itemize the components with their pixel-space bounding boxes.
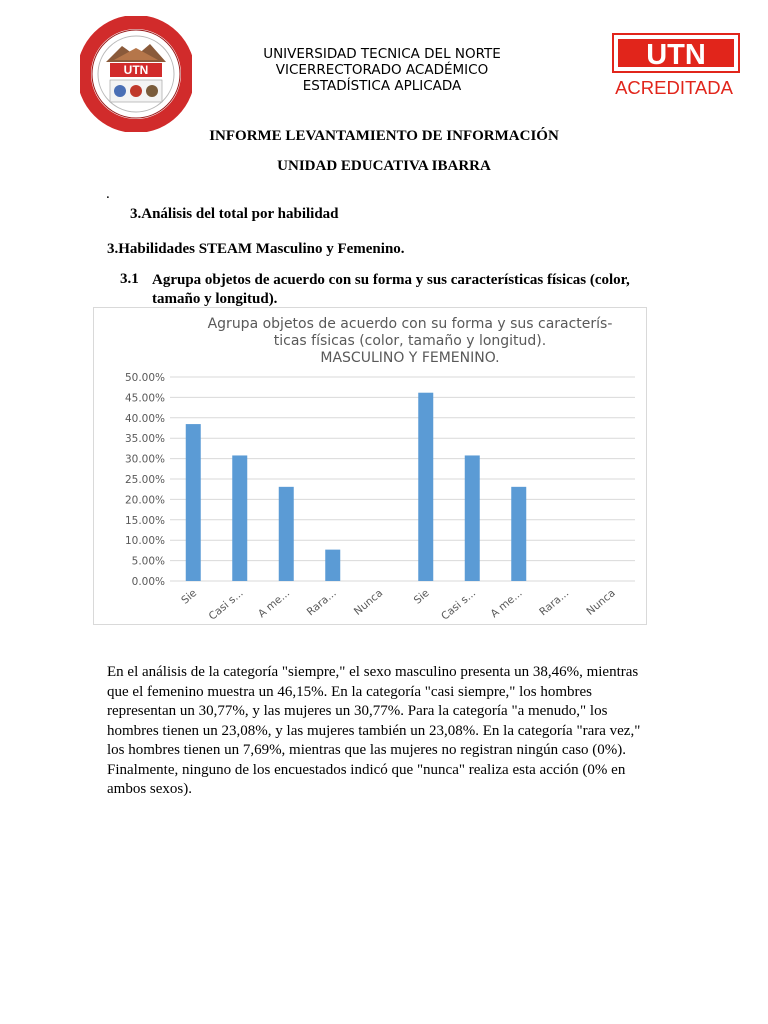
chart-y-tick-label: 40.00% [124, 412, 165, 425]
chart-y-tick-label: 25.00% [124, 474, 165, 486]
chart-y-tick-label: 10.00% [124, 535, 165, 548]
chart-x-tick-label: Nunca [584, 587, 618, 618]
bar-chart [93, 307, 647, 625]
accredited-logo [612, 33, 740, 97]
chart-bar [279, 487, 294, 581]
chart-bar [232, 455, 247, 581]
chart-bars [186, 393, 527, 581]
section-skills-heading: 3.Habilidades STEAM Masculino y Femenino. [107, 241, 405, 257]
chart-bar [325, 550, 340, 581]
chart-y-tick-label: 45.00% [124, 392, 165, 405]
accredited-label: ACREDITADA [615, 77, 733, 97]
chart-y-tick-label: 0.00% [131, 576, 165, 588]
seal-logo-text: UTN [123, 63, 149, 77]
chart-bar [186, 424, 201, 581]
chart-x-tick-label: Sie [411, 587, 432, 607]
chart-x-tick-label: Sie [179, 587, 200, 607]
university-name: UNIVERSIDAD TECNICA DEL NORTE [263, 46, 501, 62]
accredited-logo-text: UTN [646, 39, 706, 71]
chart-x-tick-label: A me... [488, 587, 525, 621]
item-number: 3.1 [120, 271, 139, 287]
chart-x-tick-label: Casi s... [206, 587, 246, 623]
chart-x-tick-label: A me... [255, 587, 293, 621]
chart-y-tick-label: 20.00% [124, 494, 165, 507]
chart-bar [418, 393, 433, 581]
chart-y-tick-label: 15.00% [124, 514, 165, 527]
chart-x-tick-labels [179, 587, 618, 623]
chart-y-tick-labels [125, 372, 165, 588]
chart-x-tick-label: Rara... [537, 587, 572, 619]
chart-title-line: ticas físicas (color, tamaño y longitud). [273, 333, 547, 349]
analysis-paragraph: En el análisis de la categoría "siempre," el sexo masculino presenta un 38,46%, mientras que el femenino muestra un 46,15%. En la categoría "casi siempre," los hombres representan un 30,77%, y las mujeres un 30,77%. Para la categoría "a menudo," los hombres tienen un 23,08%, y las mujeres también un 23,08%. En la categoría "rara vez," los hombres tienen un 7,69%, mientras que las mujeres no registran ningún caso (0%). Finalmente, ninguno de los encuestados indicó que "nunca" realiza esta acción (0% en ambos sexos). [107, 664, 641, 797]
chart-y-tick-label: 5.00% [131, 555, 165, 568]
chart-y-tick-label: 35.00% [124, 433, 165, 446]
chart-y-tick-label: 30.00% [124, 453, 165, 466]
item-text: Agrupa objetos de acuerdo con su forma y sus características físicas (color, tamaño y longitud). [152, 272, 630, 307]
report-title: INFORME LEVANTAMIENTO DE INFORMACIÓN [209, 128, 559, 144]
subject-name: ESTADÍSTICA APLICADA [302, 78, 462, 94]
chart-svg [94, 308, 646, 624]
chart-y-tick-label: 50.00% [124, 372, 165, 384]
chart-x-tick-label: Rara... [304, 587, 339, 619]
university-seal-logo [80, 16, 192, 132]
stray-dot: . [106, 186, 110, 202]
chart-title-line: Agrupa objetos de acuerdo con su forma y sus caracterís- [207, 316, 613, 332]
vice-rectorate: VICERRECTORADO ACADÉMICO [275, 62, 489, 78]
chart-bar [465, 455, 480, 581]
chart-bar [511, 487, 526, 581]
chart-x-tick-label: Nunca [351, 587, 386, 618]
chart-title-line: MASCULINO Y FEMENINO. [320, 350, 500, 366]
chart-x-tick-label: Casi s... [439, 587, 479, 623]
chart-title [208, 316, 613, 366]
section-analysis-heading: 3.Análisis del total por habilidad [130, 206, 339, 222]
institution-name: UNIDAD EDUCATIVA IBARRA [277, 158, 491, 174]
